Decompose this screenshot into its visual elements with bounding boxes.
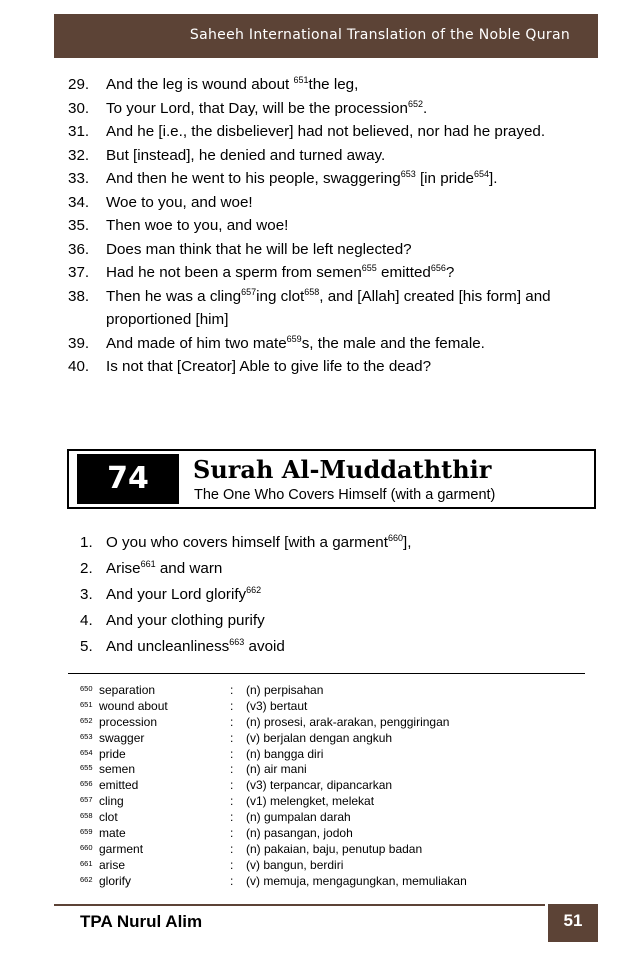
verse-item (68, 97, 598, 121)
footnote-colon: : (230, 714, 234, 729)
footnote-item (80, 747, 560, 763)
footnote-colon: : (230, 762, 234, 777)
verse-text (106, 586, 261, 603)
verse-number: 3. (80, 586, 93, 603)
verse-number: 38. (68, 287, 90, 305)
surah-meaning: The One Who Covers Himself (with a garment) (194, 487, 496, 503)
footnote-word: glorify (99, 873, 132, 888)
verse-text-part: Is not that [Creator] Able to give life to the dead? (106, 358, 432, 375)
verse-item (80, 530, 590, 556)
verse-text (106, 123, 545, 140)
footnote-number: 656 (80, 779, 93, 789)
footnote-divider (68, 673, 585, 674)
footnote-word: pride (99, 746, 126, 761)
surah-verse-list (80, 530, 590, 660)
footnote-ref: 656 (430, 262, 446, 273)
footnote-ref: 662 (246, 584, 262, 595)
footnote-number: 661 (80, 858, 93, 868)
footnote-word: cling (99, 794, 124, 809)
footer-label: TPA Nurul Alim (80, 912, 203, 931)
verse-text-part: Had he not been a sperm from semen (106, 264, 362, 281)
footnote-number: 655 (80, 763, 93, 773)
footnote-item (80, 858, 560, 874)
footnote-item (80, 762, 560, 778)
footnote-item (80, 874, 560, 890)
verse-number: 32. (68, 146, 90, 164)
footnote-definition: (n) pasangan, jodoh (246, 826, 353, 841)
footnote-ref: 652 (407, 98, 423, 109)
footnote-number: 659 (80, 827, 93, 837)
footnote-definition: (v3) bertaut (246, 698, 308, 713)
footnote-item (80, 778, 560, 794)
footnote-word: garment (99, 841, 144, 856)
verse-item (68, 120, 598, 144)
footnote-ref: 661 (140, 558, 156, 569)
verse-text-part: and warn (155, 560, 223, 577)
verse-item (68, 355, 598, 379)
footnote-colon: : (230, 778, 234, 793)
verse-number: 31. (68, 123, 90, 140)
footnote-ref: 659 (286, 333, 302, 344)
header-bar (54, 14, 598, 58)
footnote-colon: : (230, 794, 234, 809)
footnote-definition: (v) bangun, berdiri (246, 857, 344, 872)
footnote-word: separation (99, 683, 156, 697)
verse-text-part: ? (445, 264, 455, 281)
footnote-item (80, 683, 560, 699)
footnote-ref: 655 (361, 262, 377, 273)
footnote-word: emitted (99, 778, 139, 793)
verse-text-part: ing clot (256, 287, 305, 305)
header-title: Saheeh International Translation of the Noble Quran (189, 27, 570, 43)
verse-text-part: And uncleanliness (106, 638, 230, 655)
verse-text-part: Then woe to you, and woe! (106, 217, 289, 234)
verse-text (106, 194, 253, 211)
verse-text-part: But [instead], he denied and turned away. (106, 146, 386, 164)
surah-name: Surah Al-Muddaththir (193, 455, 492, 484)
footnote-definition: (v) berjalan dengan angkuh (246, 730, 393, 745)
footnote-item (80, 810, 560, 826)
footnote-definition: (n) perpisahan (246, 683, 324, 697)
verse-text (106, 534, 411, 551)
verse-text (106, 264, 454, 281)
footnote-word: procession (99, 714, 158, 729)
verse-number: 29. (68, 76, 90, 93)
verse-text-part: Does man think that he will be left neglected? (106, 240, 412, 258)
surah-number: 74 (77, 454, 179, 504)
footnote-colon: : (230, 683, 234, 697)
footnote-word: semen (99, 762, 136, 777)
footnote-ref: 658 (304, 286, 320, 297)
footnote-definition: (n) prosesi, arak-arakan, penggiringan (246, 714, 450, 729)
footnote-definition: (n) gumpalan darah (246, 810, 351, 825)
verse-number: 39. (68, 334, 90, 352)
footnote-number: 658 (80, 811, 93, 821)
verse-number: 1. (80, 534, 93, 551)
verse-number: 30. (68, 99, 90, 117)
verse-item (68, 191, 598, 215)
verse-number: 35. (68, 217, 90, 234)
verse-list (68, 73, 598, 379)
verse-text-part: the leg, (308, 76, 359, 93)
verse-item (68, 238, 598, 262)
verse-text-part: And your clothing purify (106, 612, 265, 629)
verse-text (106, 76, 358, 93)
footnote-word: swagger (99, 730, 145, 745)
verse-text (106, 612, 265, 629)
verse-item (80, 556, 590, 582)
verse-text-part: , and [Allah] created [his form] and proportioned [him] (106, 287, 551, 328)
footnote-number: 650 (80, 684, 93, 693)
verse-text-part: [in pride (415, 170, 474, 187)
verse-text (106, 241, 412, 258)
verse-item (80, 634, 590, 660)
verse-text-part: emitted (376, 264, 431, 281)
footnote-colon: : (230, 730, 234, 745)
footnote-definition: (v) memuja, mengagungkan, memuliakan (246, 873, 467, 888)
footnote-ref: 657 (241, 286, 257, 297)
verse-number: 4. (80, 612, 93, 629)
footnote-word: wound about (99, 698, 168, 713)
footer-rule (54, 904, 545, 906)
footnote-definition: (n) air mani (246, 762, 307, 777)
footnote-item (80, 794, 560, 810)
footnote-colon: : (230, 873, 234, 888)
footnote-colon: : (230, 826, 234, 841)
verse-item (68, 285, 598, 332)
verse-text (106, 170, 497, 187)
footnote-item (80, 731, 560, 747)
footnote-colon: : (230, 698, 234, 713)
verse-text (106, 217, 288, 234)
verse-text-part: And your Lord glorify (106, 586, 247, 603)
verse-text (106, 358, 431, 375)
verse-number: 5. (80, 638, 93, 655)
verse-item (68, 167, 598, 191)
verse-text-part: To your Lord, that Day, will be the procession (106, 99, 408, 117)
footnote-list (80, 683, 560, 890)
verse-text-part: . (422, 99, 428, 117)
verse-text-part: s, the male and the female. (301, 334, 485, 352)
verse-text (106, 100, 427, 117)
verse-number: 33. (68, 170, 90, 187)
verse-text-part: Then he was a cling (106, 287, 242, 305)
surah-heading (67, 449, 596, 509)
verse-text-part: Arise (106, 560, 141, 577)
footnote-number: 657 (80, 795, 93, 805)
verse-text (106, 560, 222, 577)
footnote-item (80, 699, 560, 715)
verse-text-part: And he [i.e., the disbeliever] had not believed, nor had he prayed. (106, 123, 546, 140)
verse-text (106, 147, 385, 164)
footnote-colon: : (230, 810, 234, 825)
verse-item (68, 144, 598, 168)
footnote-ref: 653 (400, 168, 416, 179)
footnote-word: clot (99, 810, 118, 825)
page-number: 51 (563, 911, 583, 930)
footnote-number: 660 (80, 842, 93, 852)
verse-number: 34. (68, 193, 90, 211)
verse-number: 36. (68, 240, 90, 258)
footnote-colon: : (230, 857, 234, 872)
footnote-definition: (v3) terpancar, dipancarkan (246, 778, 393, 793)
verse-item (68, 214, 598, 238)
verse-item (68, 332, 598, 356)
footnote-number: 652 (80, 715, 93, 725)
verse-number: 2. (80, 560, 93, 577)
verse-number: 40. (68, 358, 90, 375)
verse-item (80, 608, 590, 634)
verse-text-part: Woe to you, and woe! (106, 193, 253, 211)
footnote-definition: (n) bangga diri (246, 746, 324, 761)
footnote-colon: : (230, 746, 234, 761)
verse-text-part: And made of him two mate (106, 334, 287, 352)
footnote-item (80, 842, 560, 858)
footnote-number: 662 (80, 874, 93, 884)
footnote-ref: 654 (473, 168, 490, 179)
footnote-number: 653 (80, 731, 93, 741)
verse-text-part: O you who covers himself [with a garment (106, 534, 388, 551)
verse-item (68, 73, 598, 97)
verse-text (106, 288, 551, 329)
footnote-item (80, 715, 560, 731)
verse-text (106, 335, 485, 352)
verse-item (80, 582, 590, 608)
footnote-ref: 660 (387, 532, 403, 543)
footnote-word: arise (99, 857, 126, 872)
footnote-number: 654 (80, 747, 93, 757)
verse-text-part: And the leg is wound about (106, 76, 294, 93)
verse-text-part: avoid (244, 638, 285, 655)
verse-number: 37. (68, 264, 90, 281)
footnote-number: 651 (80, 699, 93, 709)
footnote-definition: (v1) melengket, melekat (246, 794, 375, 809)
footnote-colon: : (230, 841, 234, 856)
footnote-word: mate (99, 826, 126, 841)
footnote-definition: (n) pakaian, baju, penutup badan (246, 841, 423, 856)
verse-text (106, 638, 285, 655)
footnote-ref: 663 (229, 636, 245, 647)
verse-text-part: ], (402, 534, 412, 551)
footnote-ref: 651 (293, 74, 309, 85)
verse-item (68, 261, 598, 285)
footnote-item (80, 826, 560, 842)
page-number-box (548, 904, 598, 942)
verse-text-part: ]. (489, 170, 498, 187)
verse-text-part: And then he went to his people, swaggering (106, 170, 401, 187)
